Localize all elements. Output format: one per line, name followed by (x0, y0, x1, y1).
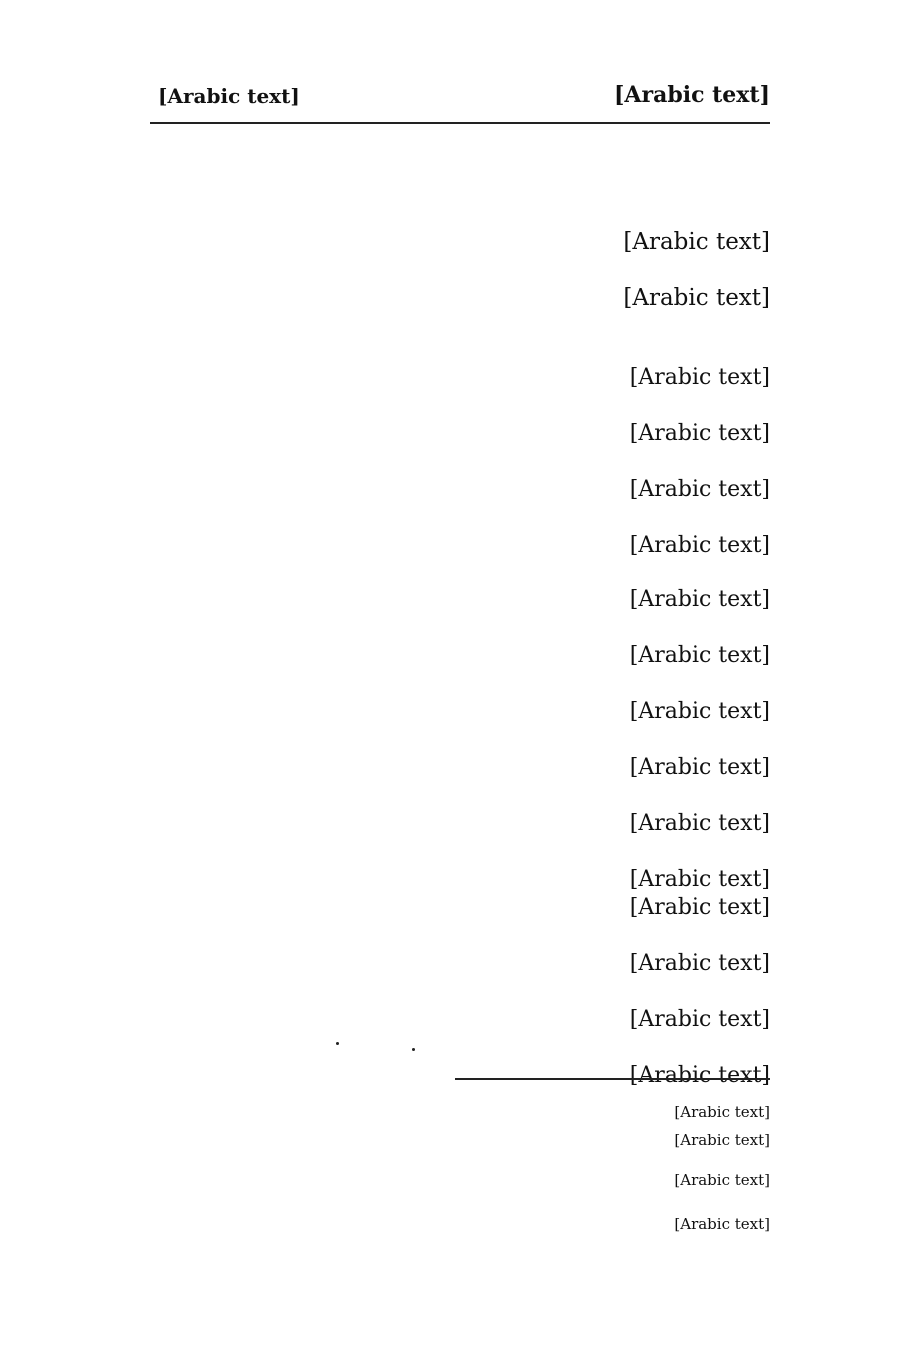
text-line: [Arabic text] (629, 1007, 770, 1032)
text-line: [Arabic text] (629, 811, 770, 836)
footnote-line: [Arabic text] (674, 1103, 770, 1121)
text-line: [Arabic text] (629, 533, 770, 558)
footnote-divider (455, 1078, 770, 1080)
paragraph-1 (160, 350, 770, 574)
text-line: [Arabic text] (629, 895, 770, 920)
speck (412, 1048, 415, 1051)
verse-line: [Arabic text] (623, 229, 770, 255)
poem-verses (160, 214, 770, 326)
paragraph-3 (160, 880, 770, 1104)
footnote-line: [Arabic text] (674, 1215, 770, 1233)
footnote-line: [Arabic text] (674, 1131, 770, 1149)
footnotes (160, 1098, 770, 1238)
text-line: [Arabic text] (629, 755, 770, 780)
text-line: [Arabic text] (629, 421, 770, 446)
paragraph-2 (160, 572, 770, 908)
text-line: [Arabic text] (629, 365, 770, 390)
text-line: [Arabic text] (629, 867, 770, 892)
footnote-line: [Arabic text] (674, 1171, 770, 1189)
text-line: [Arabic text] (629, 951, 770, 976)
page-header (150, 78, 770, 124)
text-line: [Arabic text] (629, 587, 770, 612)
text-line: [Arabic text] (629, 643, 770, 668)
speck (336, 1042, 339, 1045)
page-number: [Arabic text] (158, 84, 300, 108)
running-title: [Arabic text] (614, 82, 770, 108)
text-line: [Arabic text] (629, 1063, 770, 1088)
text-line: [Arabic text] (629, 477, 770, 502)
text-line: [Arabic text] (629, 699, 770, 724)
verse-line: [Arabic text] (623, 285, 770, 311)
